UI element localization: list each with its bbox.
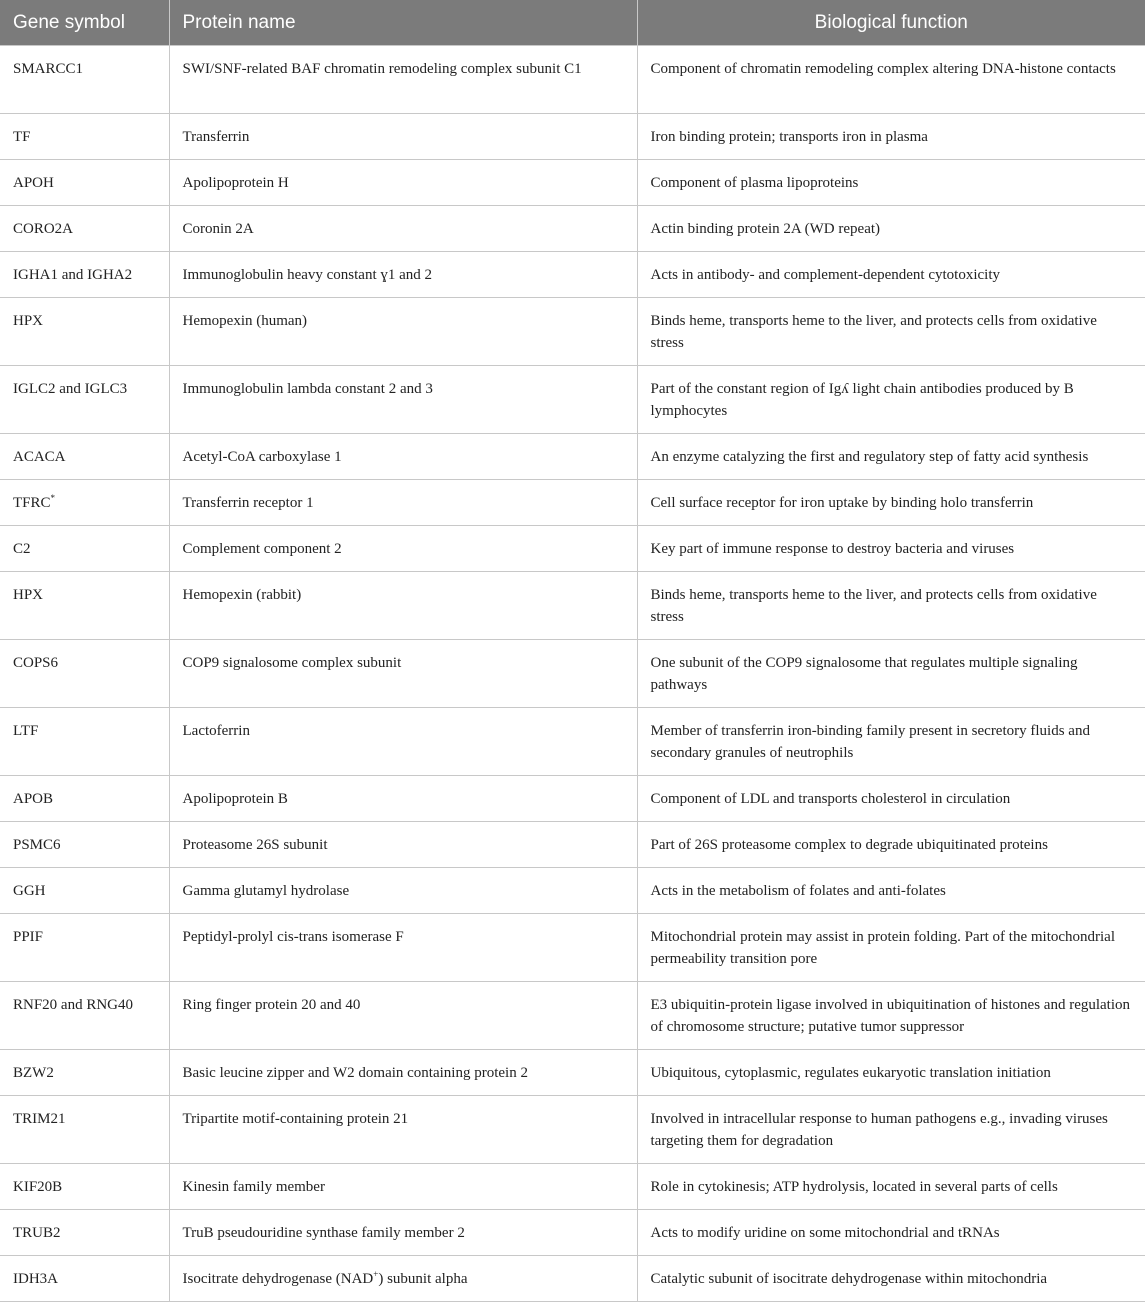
biological-function-cell: Catalytic subunit of isocitrate dehydrogenase within mitochondria: [637, 1256, 1145, 1302]
table-row: [0, 572, 1145, 640]
table-row: [0, 822, 1145, 868]
table-row: [0, 206, 1145, 252]
gene-symbol-cell: HPX: [0, 572, 169, 640]
header-protein-name: Protein name: [169, 0, 637, 46]
superscript-plus: +: [373, 1269, 379, 1279]
gene-symbol-cell: COPS6: [0, 640, 169, 708]
gene-symbol-cell: APOH: [0, 160, 169, 206]
biological-function-cell: Binds heme, transports heme to the liver, and protects cells from oxidative stress: [637, 572, 1145, 640]
gene-symbol-cell: TRIM21: [0, 1096, 169, 1164]
gene-symbol-text: TFRC: [13, 495, 51, 511]
table-row: [0, 480, 1145, 526]
table-row: [0, 46, 1145, 114]
table-row: [0, 640, 1145, 708]
gene-symbol-cell: BZW2: [0, 1050, 169, 1096]
gene-symbol-cell: C2: [0, 526, 169, 572]
biological-function-cell: Actin binding protein 2A (WD repeat): [637, 206, 1145, 252]
biological-function-cell: Component of LDL and transports cholesterol in circulation: [637, 776, 1145, 822]
gene-symbol-cell: PPIF: [0, 914, 169, 982]
protein-name-cell: Hemopexin (human): [169, 298, 637, 366]
protein-name-suffix: ) subunit alpha: [378, 1271, 468, 1287]
table-row: [0, 1050, 1145, 1096]
table-row: [0, 1210, 1145, 1256]
biological-function-cell: Ubiquitous, cytoplasmic, regulates eukaryotic translation initiation: [637, 1050, 1145, 1096]
biological-function-cell: Acts in antibody- and complement-dependent cytotoxicity: [637, 252, 1145, 298]
protein-name-cell: Coronin 2A: [169, 206, 637, 252]
header-biological-function: Biological function: [637, 0, 1145, 46]
header-row: [0, 0, 1145, 46]
gene-symbol-cell: IGLC2 and IGLC3: [0, 366, 169, 434]
gene-symbol-cell: LTF: [0, 708, 169, 776]
protein-name-cell: COP9 signalosome complex subunit: [169, 640, 637, 708]
gene-symbol-cell: PSMC6: [0, 822, 169, 868]
table-row: [0, 298, 1145, 366]
protein-name-cell: Proteasome 26S subunit: [169, 822, 637, 868]
table-row: [0, 1096, 1145, 1164]
biological-function-cell: Member of transferrin iron-binding family present in secretory fluids and secondary granules of neutrophils: [637, 708, 1145, 776]
table-row: [0, 252, 1145, 298]
biological-function-cell: Key part of immune response to destroy bacteria and viruses: [637, 526, 1145, 572]
gene-symbol-cell: IGHA1 and IGHA2: [0, 252, 169, 298]
gene-symbol-cell: SMARCC1: [0, 46, 169, 114]
table-row: [0, 914, 1145, 982]
gene-symbol-cell: [0, 480, 169, 526]
protein-name-cell: TruB pseudouridine synthase family member 2: [169, 1210, 637, 1256]
protein-name-cell: Complement component 2: [169, 526, 637, 572]
biological-function-cell: Cell surface receptor for iron uptake by binding holo transferrin: [637, 480, 1145, 526]
gene-symbol-cell: TF: [0, 114, 169, 160]
protein-name-cell: Kinesin family member: [169, 1164, 637, 1210]
biological-function-cell: One subunit of the COP9 signalosome that regulates multiple signaling pathways: [637, 640, 1145, 708]
gene-symbol-cell: GGH: [0, 868, 169, 914]
biological-function-cell: Part of 26S proteasome complex to degrade ubiquitinated proteins: [637, 822, 1145, 868]
protein-name-cell: Tripartite motif-containing protein 21: [169, 1096, 637, 1164]
protein-name-cell: Lactoferrin: [169, 708, 637, 776]
gene-symbol-cell: ACACA: [0, 434, 169, 480]
biological-function-cell: Involved in intracellular response to human pathogens e.g., invading viruses targeting them for degradation: [637, 1096, 1145, 1164]
protein-name-cell: Apolipoprotein H: [169, 160, 637, 206]
gene-symbol-cell: KIF20B: [0, 1164, 169, 1210]
table-header: [0, 0, 1145, 46]
biological-function-cell: Role in cytokinesis; ATP hydrolysis, located in several parts of cells: [637, 1164, 1145, 1210]
gene-symbol-cell: IDH3A: [0, 1256, 169, 1302]
biological-function-cell: Acts to modify uridine on some mitochondrial and tRNAs: [637, 1210, 1145, 1256]
biological-function-cell: Part of the constant region of Igʎ light chain antibodies produced by B lymphocytes: [637, 366, 1145, 434]
table-row: [0, 708, 1145, 776]
biological-function-cell: An enzyme catalyzing the first and regulatory step of fatty acid synthesis: [637, 434, 1145, 480]
table-row: [0, 526, 1145, 572]
biological-function-cell: Binds heme, transports heme to the liver, and protects cells from oxidative stress: [637, 298, 1145, 366]
biological-function-cell: Component of chromatin remodeling complex altering DNA-histone contacts: [637, 46, 1145, 114]
protein-name-cell: SWI/SNF-related BAF chromatin remodeling complex subunit C1: [169, 46, 637, 114]
header-gene-symbol: Gene symbol: [0, 0, 169, 46]
protein-name-text: Isocitrate dehydrogenase (NAD: [182, 1271, 374, 1287]
protein-name-cell: Hemopexin (rabbit): [169, 572, 637, 640]
protein-name-cell: Acetyl-CoA carboxylase 1: [169, 434, 637, 480]
protein-name-cell: Transferrin receptor 1: [169, 480, 637, 526]
protein-name-cell: Transferrin: [169, 114, 637, 160]
table-row: [0, 114, 1145, 160]
biological-function-cell: Component of plasma lipoproteins: [637, 160, 1145, 206]
gene-symbol-cell: HPX: [0, 298, 169, 366]
table-row: [0, 434, 1145, 480]
footnote-marker: *: [50, 493, 56, 503]
gene-symbol-cell: CORO2A: [0, 206, 169, 252]
protein-name-cell: Peptidyl-prolyl cis-trans isomerase F: [169, 914, 637, 982]
biological-function-cell: Mitochondrial protein may assist in protein folding. Part of the mitochondrial permeability transition pore: [637, 914, 1145, 982]
table-row: [0, 366, 1145, 434]
gene-symbol-cell: APOB: [0, 776, 169, 822]
table-row: [0, 982, 1145, 1050]
protein-name-cell: Immunoglobulin heavy constant ɣ1 and 2: [169, 252, 637, 298]
table-row: [0, 776, 1145, 822]
table-row: [0, 868, 1145, 914]
protein-name-cell: Basic leucine zipper and W2 domain containing protein 2: [169, 1050, 637, 1096]
biological-function-cell: E3 ubiquitin-protein ligase involved in ubiquitination of histones and regulation of chromosome structure; putative tumor suppressor: [637, 982, 1145, 1050]
table-row: [0, 160, 1145, 206]
gene-symbol-cell: RNF20 and RNG40: [0, 982, 169, 1050]
protein-name-cell: Apolipoprotein B: [169, 776, 637, 822]
protein-name-cell: Ring finger protein 20 and 40: [169, 982, 637, 1050]
biological-function-cell: Acts in the metabolism of folates and anti-folates: [637, 868, 1145, 914]
table-row: [0, 1164, 1145, 1210]
protein-name-cell: Gamma glutamyl hydrolase: [169, 868, 637, 914]
table-body: [0, 46, 1145, 1302]
protein-name-cell: Immunoglobulin lambda constant 2 and 3: [169, 366, 637, 434]
gene-symbol-cell: TRUB2: [0, 1210, 169, 1256]
biological-function-cell: Iron binding protein; transports iron in plasma: [637, 114, 1145, 160]
